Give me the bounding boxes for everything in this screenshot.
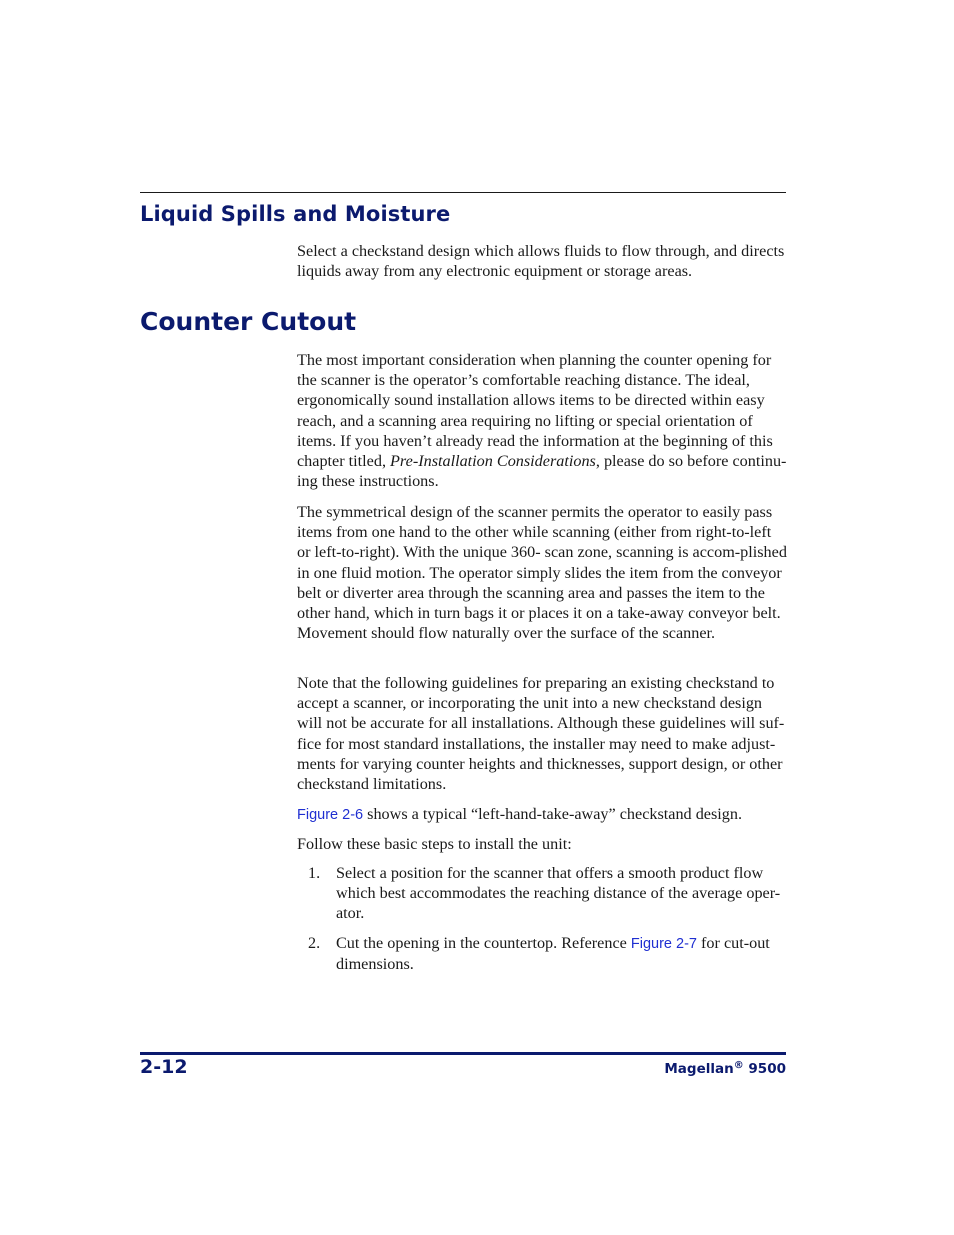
liquid-spills-paragraph: Select a checkstand design which allows fluids to flow through, and directs liquids away from any electronic equipment or storage areas. bbox=[297, 242, 785, 281]
list-item-number: 1. bbox=[308, 864, 321, 882]
figure-2-7-link[interactable]: Figure 2-7 bbox=[630, 936, 697, 952]
list-item bbox=[308, 863, 788, 925]
section-heading-liquid-spills: Liquid Spills and Moisture bbox=[140, 202, 451, 226]
list-item bbox=[308, 933, 788, 975]
figure-2-6-link[interactable]: Figure 2-6 bbox=[297, 807, 364, 823]
product-title: Magellan® 9500 bbox=[664, 1060, 786, 1077]
counter-cutout-paragraph-3: Note that the following guidelines for preparing an existing checkstand to accept a scanner, or incorporating the unit into a new checkstand design will not be accurate for all installations. Although these guidelines will suf-fice for most standard installations, the installer may need to make adjust-ments for varying counter heights and thicknesses, support design, or other checkstand limitations. bbox=[297, 674, 785, 794]
counter-cutout-paragraph-2: The symmetrical design of the scanner permits the operator to easily pass items from one hand to the other while scanning (either from right-to-left or left-to-right). With the unique 360- scan zone, scanning is accom-plished in one fluid motion. The operator simply slides the item from the conveyor belt or diverter area through the scanning area and passes the item to the other hand, which in turn bags it or places it on a take-away conveyor belt. Movement should flow naturally over the surface of the scanner. bbox=[297, 503, 787, 643]
section-heading-counter-cutout: Counter Cutout bbox=[140, 307, 357, 336]
list-item-text: Select a position for the scanner that offers a smooth product flow which best accommodates the reaching distance of the average oper-ator. bbox=[336, 864, 781, 923]
pre-installation-reference: Pre-Installation Considerations bbox=[390, 452, 596, 471]
page-number: 2-12 bbox=[140, 1056, 188, 1078]
figure-reference-paragraph: Figure 2-6 shows a typical “left-hand-take-away” checkstand design. bbox=[297, 805, 742, 823]
steps-intro: Follow these basic steps to install the unit: bbox=[297, 835, 572, 853]
list-item-text: Cut the opening in the countertop. Reference Figure 2-7 for cut-out dimensions. bbox=[336, 934, 770, 974]
registered-mark: ® bbox=[733, 1060, 744, 1071]
footer-rule bbox=[140, 1052, 786, 1055]
top-rule bbox=[140, 192, 786, 193]
list-item-number: 2. bbox=[308, 934, 321, 952]
counter-cutout-paragraph-1: The most important consideration when planning the counter opening for the scanner is the operator’s comfortable reaching distance. The ideal, ergonomically sound installation allows items to be directed within easy reach, and a scanning area requiring no lifting or special orientation of items. If you haven’t already read the information at the beginning of this chapter titled, Pre-Installation Considerations, please do so before continu-ing these instructions. bbox=[297, 351, 787, 491]
